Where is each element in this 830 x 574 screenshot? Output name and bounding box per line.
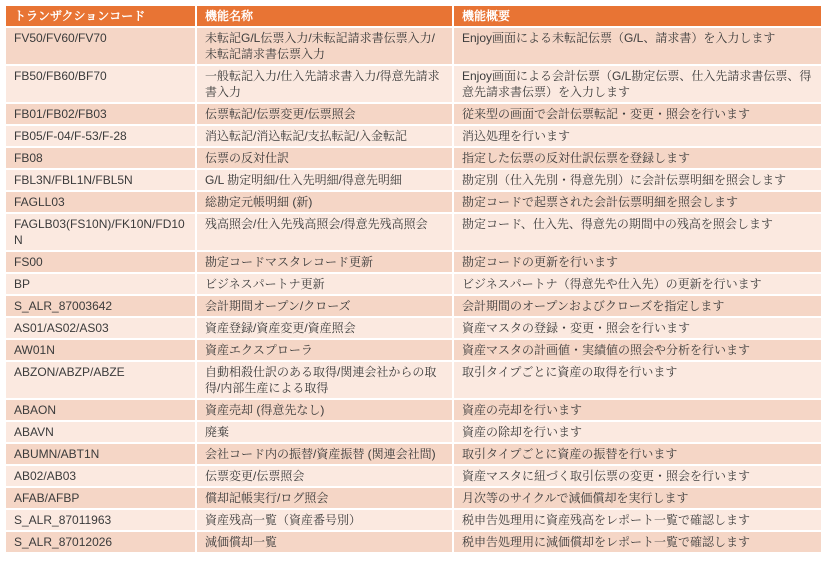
table-row bbox=[6, 531, 821, 553]
header-cell-function-overview: 機能概要 bbox=[453, 6, 821, 27]
cell-function-overview: 勘定別（仕入先別・得意先別）に会計伝票明細を照会します bbox=[453, 169, 821, 191]
cell-function-overview: 税申告処理用に減価償却をレポート一覧で確認します bbox=[453, 531, 821, 553]
cell-function-overview: 資産の除却を行います bbox=[453, 421, 821, 443]
cell-function-name: 未転記G/L伝票入力/未転記請求書伝票入力/未転記請求書伝票入力 bbox=[196, 27, 453, 65]
cell-transaction-code: AS01/AS02/AS03 bbox=[6, 317, 196, 339]
cell-transaction-code: ABAON bbox=[6, 399, 196, 421]
table-row bbox=[6, 399, 821, 421]
cell-transaction-code: FB08 bbox=[6, 147, 196, 169]
cell-transaction-code: ABAVN bbox=[6, 421, 196, 443]
table-header bbox=[6, 6, 821, 27]
cell-function-name: 伝票の反対仕訳 bbox=[196, 147, 453, 169]
cell-function-overview: 資産マスタに紐づく取引伝票の変更・照会を行います bbox=[453, 465, 821, 487]
table-row bbox=[6, 443, 821, 465]
table-row bbox=[6, 339, 821, 361]
cell-transaction-code: AB02/AB03 bbox=[6, 465, 196, 487]
table-row bbox=[6, 213, 821, 251]
cell-function-name: 伝票変更/伝票照会 bbox=[196, 465, 453, 487]
cell-function-overview: 資産マスタの登録・変更・照会を行います bbox=[453, 317, 821, 339]
cell-function-overview: 従来型の画面で会計伝票転記・変更・照会を行います bbox=[453, 103, 821, 125]
cell-transaction-code: AFAB/AFBP bbox=[6, 487, 196, 509]
cell-transaction-code: FB01/FB02/FB03 bbox=[6, 103, 196, 125]
cell-function-name: G/L 勘定明細/仕入先明細/得意先明細 bbox=[196, 169, 453, 191]
cell-function-overview: 消込処理を行います bbox=[453, 125, 821, 147]
table-row bbox=[6, 103, 821, 125]
table-row bbox=[6, 317, 821, 339]
cell-function-name: 伝票転記/伝票変更/伝票照会 bbox=[196, 103, 453, 125]
cell-transaction-code: S_ALR_87003642 bbox=[6, 295, 196, 317]
cell-function-name: 資産残高一覧（資産番号別） bbox=[196, 509, 453, 531]
transaction-code-table bbox=[6, 6, 821, 554]
table-row bbox=[6, 421, 821, 443]
cell-function-overview: 取引タイプごとに資産の振替を行います bbox=[453, 443, 821, 465]
table-row bbox=[6, 361, 821, 399]
table-row bbox=[6, 487, 821, 509]
table-row bbox=[6, 509, 821, 531]
cell-function-name: ビジネスパートナ更新 bbox=[196, 273, 453, 295]
cell-transaction-code: FAGLL03 bbox=[6, 191, 196, 213]
cell-transaction-code: S_ALR_87011963 bbox=[6, 509, 196, 531]
cell-function-name: 一般転記入力/仕入先請求書入力/得意先請求書入力 bbox=[196, 65, 453, 103]
table-row bbox=[6, 169, 821, 191]
table-row bbox=[6, 27, 821, 65]
table-row bbox=[6, 65, 821, 103]
cell-function-overview: 月次等のサイクルで減価償却を実行します bbox=[453, 487, 821, 509]
cell-function-name: 償却記帳実行/ログ照会 bbox=[196, 487, 453, 509]
cell-transaction-code: FB05/F-04/F-53/F-28 bbox=[6, 125, 196, 147]
cell-function-name: 勘定コードマスタレコード更新 bbox=[196, 251, 453, 273]
cell-function-name: 資産登録/資産変更/資産照会 bbox=[196, 317, 453, 339]
cell-function-name: 残高照会/仕入先残高照会/得意先残高照会 bbox=[196, 213, 453, 251]
cell-transaction-code: ABUMN/ABT1N bbox=[6, 443, 196, 465]
cell-transaction-code: BP bbox=[6, 273, 196, 295]
table-row bbox=[6, 273, 821, 295]
cell-function-overview: 勘定コードの更新を行います bbox=[453, 251, 821, 273]
cell-function-name: 資産売却 (得意先なし) bbox=[196, 399, 453, 421]
cell-function-overview: 資産マスタの計画値・実績値の照会や分析を行います bbox=[453, 339, 821, 361]
cell-function-overview: 勘定コードで起票された会計伝票明細を照会します bbox=[453, 191, 821, 213]
table-header-row bbox=[6, 6, 821, 27]
cell-transaction-code: ABZON/ABZP/ABZE bbox=[6, 361, 196, 399]
table-row bbox=[6, 295, 821, 317]
cell-function-overview: 資産の売却を行います bbox=[453, 399, 821, 421]
transaction-code-table-container bbox=[6, 6, 821, 554]
cell-function-overview: 会計期間のオープンおよびクローズを指定します bbox=[453, 295, 821, 317]
table-row bbox=[6, 465, 821, 487]
cell-function-name: 廃棄 bbox=[196, 421, 453, 443]
cell-function-name: 消込転記/消込転記/支払転記/入金転記 bbox=[196, 125, 453, 147]
cell-transaction-code: S_ALR_87012026 bbox=[6, 531, 196, 553]
cell-function-overview: 税申告処理用に資産残高をレポート一覧で確認します bbox=[453, 509, 821, 531]
table-row bbox=[6, 191, 821, 213]
table-row bbox=[6, 125, 821, 147]
cell-transaction-code: FAGLB03(FS10N)/FK10N/FD10N bbox=[6, 213, 196, 251]
table-body bbox=[6, 27, 821, 553]
cell-function-overview: 取引タイプごとに資産の取得を行います bbox=[453, 361, 821, 399]
header-cell-transaction-code: トランザクションコード bbox=[6, 6, 196, 27]
cell-function-name: 資産エクスプローラ bbox=[196, 339, 453, 361]
header-cell-function-name: 機能名称 bbox=[196, 6, 453, 27]
cell-transaction-code: AW01N bbox=[6, 339, 196, 361]
table-row bbox=[6, 147, 821, 169]
cell-function-name: 会計期間オープン/クローズ bbox=[196, 295, 453, 317]
cell-transaction-code: FBL3N/FBL1N/FBL5N bbox=[6, 169, 196, 191]
cell-function-name: 自動相殺仕訳のある取得/関連会社からの取得/内部生産による取得 bbox=[196, 361, 453, 399]
cell-function-name: 会社コード内の振替/資産振替 (関連会社間) bbox=[196, 443, 453, 465]
cell-function-name: 減価償却一覧 bbox=[196, 531, 453, 553]
cell-transaction-code: FV50/FV60/FV70 bbox=[6, 27, 196, 65]
cell-function-overview: Enjoy画面による会計伝票（G/L勘定伝票、仕入先請求書伝票、得意先請求書伝票）を入力します bbox=[453, 65, 821, 103]
cell-function-name: 総勘定元帳明細 (新) bbox=[196, 191, 453, 213]
table-row bbox=[6, 251, 821, 273]
cell-function-overview: 指定した伝票の反対仕訳伝票を登録します bbox=[453, 147, 821, 169]
cell-transaction-code: FB50/FB60/BF70 bbox=[6, 65, 196, 103]
cell-transaction-code: FS00 bbox=[6, 251, 196, 273]
cell-function-overview: Enjoy画面による未転記伝票（G/L、請求書）を入力します bbox=[453, 27, 821, 65]
cell-function-overview: ビジネスパートナ（得意先や仕入先）の更新を行います bbox=[453, 273, 821, 295]
cell-function-overview: 勘定コード、仕入先、得意先の期間中の残高を照会します bbox=[453, 213, 821, 251]
